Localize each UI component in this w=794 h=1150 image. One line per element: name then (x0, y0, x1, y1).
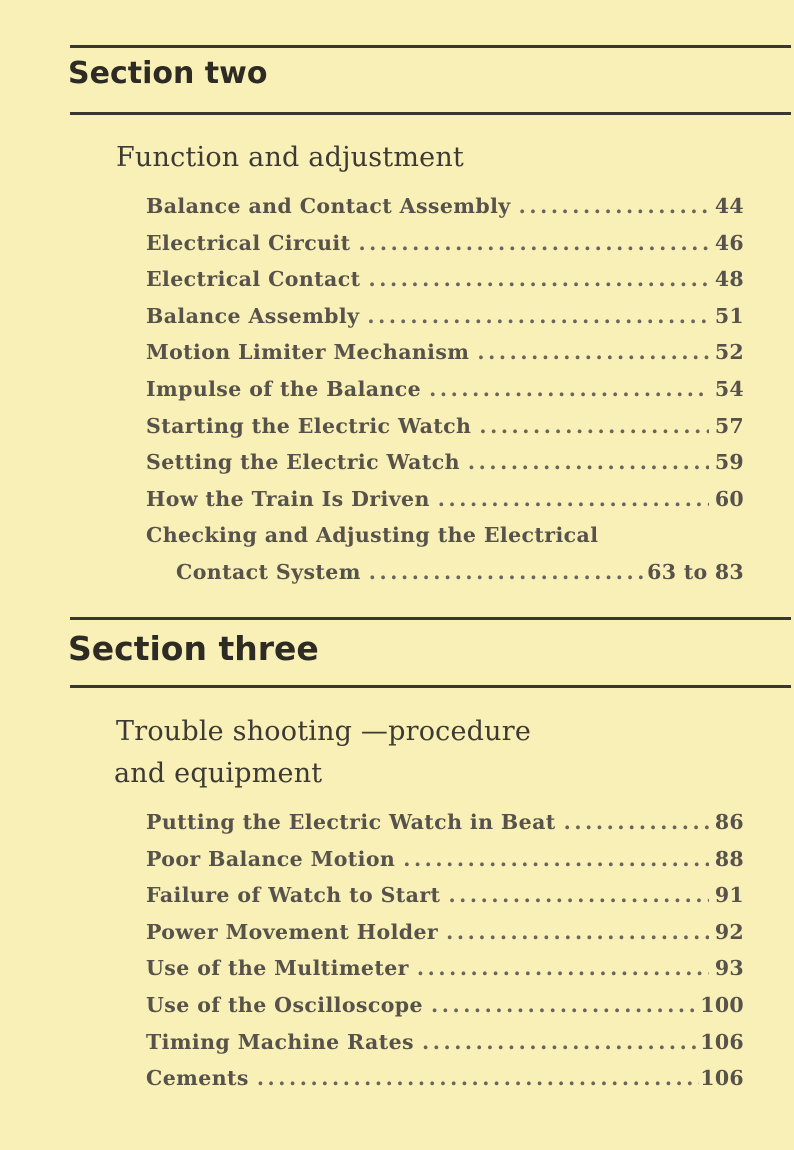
toc-entry-title: Electrical Circuit (146, 230, 351, 255)
dot-leader (257, 1066, 699, 1090)
toc-entry-title: Use of the Oscilloscope (146, 992, 423, 1017)
toc-entry-title: Impulse of the Balance (146, 376, 422, 401)
toc-entry-title: Use of the Multimeter (146, 956, 409, 981)
toc-entry-page: 106 (700, 1029, 744, 1054)
dot-leader (446, 920, 709, 944)
toc-entry-title: Poor Balance Motion (146, 846, 396, 871)
toc-entry-page: 60 (714, 486, 744, 511)
dot-leader (358, 231, 708, 255)
toc-entry-title: Electrical Contact (146, 267, 361, 292)
toc-entry-page: 59 (714, 450, 744, 475)
dot-leader (448, 883, 708, 907)
dot-leader (429, 377, 709, 401)
toc-entry[interactable] (146, 1066, 744, 1103)
toc-entry[interactable] (146, 487, 744, 524)
toc-entry-page: 44 (714, 194, 744, 218)
toc-entry-page: 86 (714, 810, 744, 834)
dot-leader (438, 487, 709, 511)
dot-leader (468, 450, 709, 474)
section-three-subheading-line1: Trouble shooting —procedure (116, 716, 532, 747)
toc-entry-continuation[interactable] (146, 560, 744, 597)
section-top-rule (70, 45, 791, 48)
toc-entry[interactable] (146, 883, 744, 920)
toc-entry[interactable] (146, 340, 744, 377)
toc-entry-title: Contact System (176, 559, 361, 584)
toc-entry-title: Power Movement Holder (146, 919, 439, 944)
toc-entry-title: Motion Limiter Mechanism (146, 340, 470, 365)
section-bottom-rule (70, 685, 791, 688)
toc-entry-page: 91 (714, 883, 744, 908)
toc-entry-page: 93 (714, 956, 744, 981)
toc-entry[interactable] (146, 956, 744, 993)
toc-entry-title: Failure of Watch to Start (146, 883, 441, 908)
dot-leader (431, 993, 699, 1017)
dot-leader (422, 1030, 699, 1054)
toc-entry-page: 48 (714, 267, 744, 292)
dot-leader (368, 267, 708, 291)
section-three-subheading-line2: and equipment (114, 758, 323, 789)
toc-entry-title: Putting the Electric Watch in Beat (146, 810, 556, 834)
dot-leader (417, 956, 709, 980)
toc-entry-title: Checking and Adjusting the Electrical (146, 523, 599, 548)
toc-entry-page: 88 (714, 846, 744, 871)
toc-entry-page: 63 to 83 (647, 559, 744, 584)
dot-leader (477, 340, 708, 364)
toc-entry[interactable] (146, 194, 744, 231)
dot-leader (519, 194, 709, 218)
toc-entry-title: Starting the Electric Watch (146, 413, 472, 438)
toc-entry-title: Timing Machine Rates (146, 1029, 414, 1054)
toc-entry[interactable] (146, 450, 744, 487)
toc-entry[interactable] (146, 810, 744, 847)
toc-entry[interactable] (146, 847, 744, 884)
toc-entry[interactable] (146, 1030, 744, 1067)
toc-entry-page: 57 (714, 413, 744, 438)
toc-entry-title: Balance and Contact Assembly (146, 194, 511, 218)
dot-leader (564, 810, 709, 834)
toc-entry[interactable] (146, 920, 744, 957)
section-two-toc (146, 194, 744, 597)
toc-entry-page: 46 (714, 230, 744, 255)
toc-entry-page: 100 (700, 992, 744, 1017)
dot-leader (403, 847, 709, 871)
section-two-title: Section two (68, 56, 268, 91)
toc-entry-title: Setting the Electric Watch (146, 450, 460, 475)
toc-entry-page: 52 (714, 340, 744, 365)
section-top-rule (70, 617, 791, 620)
toc-entry-title: Cements (146, 1066, 249, 1091)
dot-leader (367, 304, 708, 328)
toc-entry-title: Balance Assembly (146, 303, 360, 328)
section-three-title: Section three (68, 629, 319, 668)
toc-entry[interactable] (146, 993, 744, 1030)
toc-entry-title: How the Train Is Driven (146, 486, 430, 511)
section-bottom-rule (70, 112, 791, 115)
dot-leader (369, 560, 646, 584)
toc-entry-page: 106 (700, 1066, 744, 1091)
toc-entry-page: 92 (714, 919, 744, 944)
dot-leader (479, 414, 709, 438)
toc-entry-page: 54 (714, 376, 744, 401)
toc-entry[interactable] (146, 304, 744, 341)
toc-entry[interactable] (146, 231, 744, 268)
toc-entry[interactable] (146, 377, 744, 414)
toc-entry[interactable] (146, 523, 744, 560)
toc-entry-page: 51 (714, 303, 744, 328)
section-three-toc (146, 810, 744, 1103)
toc-entry[interactable] (146, 267, 744, 304)
section-two-subheading: Function and adjustment (116, 142, 464, 173)
toc-entry[interactable] (146, 414, 744, 451)
